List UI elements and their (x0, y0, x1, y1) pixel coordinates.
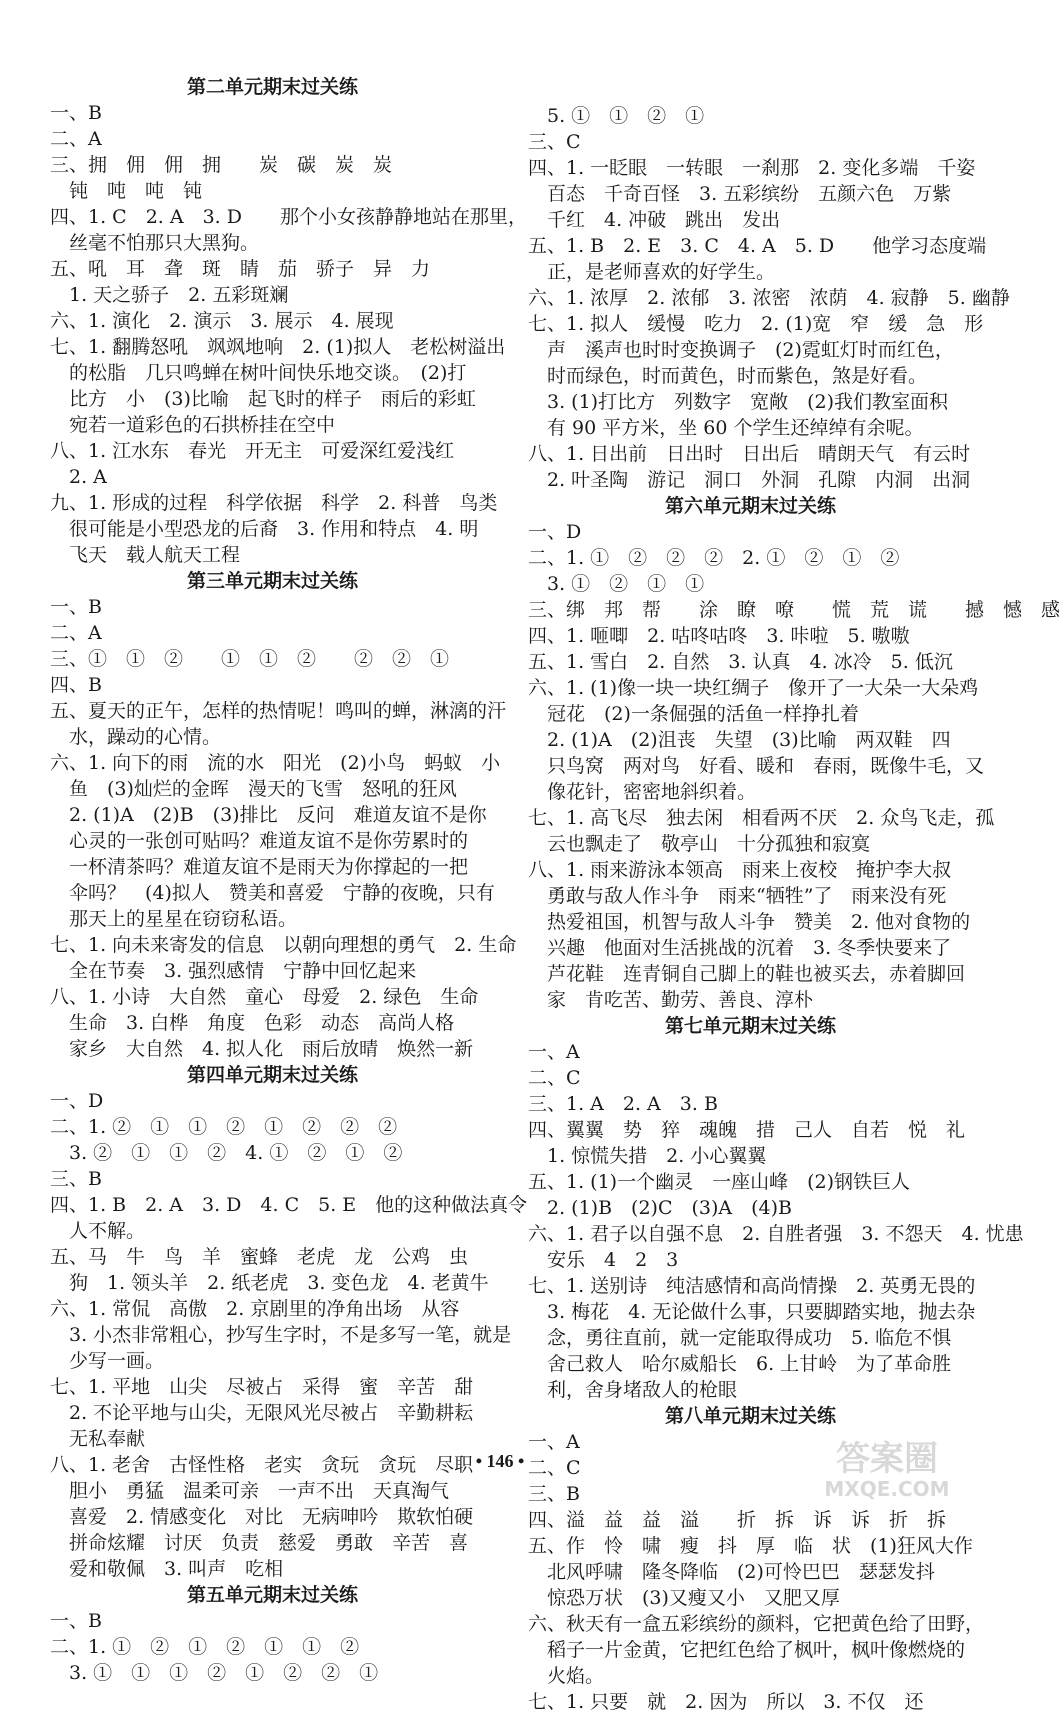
answer-line: 一、B (50, 596, 102, 618)
answer-line: 2. (1)A (2)B (3)排比 反问 难道友谊不是你 (50, 804, 487, 826)
answer-line: 四、1. 咂唧 2. 咕咚咕咚 3. 咔啦 5. 嗷嗷 (528, 625, 910, 647)
answer-line: 五、1. B 2. E 3. C 4. A 5. D 他学习态度端 (528, 235, 987, 257)
answer-line: 胆小 勇猛 温柔可亲 一声不出 天真淘气 (50, 1480, 450, 1502)
answer-line: 像花针，密密地斜织着。 (528, 781, 757, 803)
answer-line: 八、1. 江水东 春光 开无主 可爱深红爱浅红 (50, 440, 455, 462)
answer-line: 七、1. 送别诗 纯洁感情和高尚情操 2. 英勇无畏的 (528, 1275, 976, 1297)
answer-line: 惊恐万状 (3)又瘦又小 又肥又厚 (528, 1587, 840, 1609)
answer-line: 飞天 载人航天工程 (50, 544, 241, 566)
answer-line: 三、拥 佣 佣 拥 炭 碳 炭 炭 (50, 154, 393, 176)
watermark-logo-text: 答案圈 (836, 1439, 938, 1479)
answer-line: 很可能是小型恐龙的后裔 3. 作用和特点 4. 明 (50, 518, 479, 540)
answer-line: 心灵的一张创可贴吗？难道友谊不是你劳累时的 (50, 830, 469, 852)
answer-line: 四、溢 益 益 溢 折 拆 诉 诉 折 拆 (528, 1509, 947, 1531)
section-heading: 第四单元期末过关练 (186, 1064, 358, 1086)
answer-line: 三、绑 邦 帮 涂 瞭 嘹 慌 荒 谎 撼 憾 感 (528, 599, 1060, 621)
answer-line: 六、1. 浓厚 2. 浓郁 3. 浓密 浓荫 4. 寂静 5. 幽静 (528, 287, 1010, 309)
answer-line: 八、1. 小诗 大自然 童心 母爱 2. 绿色 生命 (50, 986, 479, 1008)
answer-line: 兴趣 他面对生活挑战的沉着 3. 冬季快要来了 (528, 937, 952, 959)
answer-line: 四、1. 一眨眼 一转眼 一刹那 2. 变化多端 千姿 (528, 157, 976, 179)
answer-line: 六、1. 君子以自强不息 2. 自胜者强 3. 不怨天 4. 忧患 (528, 1223, 1024, 1245)
section-heading: 第七单元期末过关练 (664, 1015, 836, 1037)
answer-line: 五、1. 雪白 2. 自然 3. 认真 4. 冰冷 5. 低沉 (528, 651, 953, 673)
answer-line: 那天上的星星在窃窃私语。 (50, 908, 298, 930)
answer-line: 一杯清茶吗？难道友谊不是雨天为你撑起的一把 (50, 856, 469, 878)
answer-line: 拼命炫耀 讨厌 负责 慈爱 勇敢 辛苦 喜 (50, 1532, 469, 1554)
answer-line: 家 肯吃苦、勤劳、善良、淳朴 (528, 989, 814, 1011)
answer-line: 北风呼啸 隆冬降临 (2)可怜巴巴 瑟瑟发抖 (528, 1561, 935, 1583)
answer-line: 无私奉献 (50, 1428, 146, 1450)
answer-line: 三、① ① ② ① ① ② ② ② ① (50, 648, 450, 670)
section-heading: 第六单元期末过关练 (664, 495, 836, 517)
answer-line: 勇敢与敌人作斗争 雨来“牺牲”了 雨来没有死 (528, 885, 947, 907)
answer-line: 声 溪声也时时变换调子 (2)霓虹灯时而红色， (528, 339, 954, 361)
answer-line: 2. 不论平地与山尖，无限风光尽被占 辛勤耕耘 (50, 1402, 474, 1424)
answer-line: 稻子一片金黄，它把红色给了枫叶，枫叶像燃烧的 (528, 1639, 966, 1661)
answer-line: 千红 4. 冲破 跳出 发出 (528, 209, 781, 231)
answer-line: 一、B (50, 102, 102, 124)
answer-line: 二、C (528, 1067, 581, 1089)
answer-line: 3. (1)打比方 列数字 宽敞 (2)我们教室面积 (528, 391, 948, 413)
answer-line: 一、B (50, 1610, 102, 1632)
answer-line: 八、1. 老舍 古怪性格 老实 贪玩 贪玩 尽职 (50, 1454, 474, 1476)
answer-line: 五、马 牛 鸟 羊 蜜蜂 老虎 龙 公鸡 虫 (50, 1246, 469, 1268)
answer-line: 六、秋天有一盒五彩缤纷的颜料，它把黄色给了田野， (528, 1613, 985, 1635)
answer-line: 1. 天之骄子 2. 五彩斑斓 (50, 284, 289, 306)
answer-line: 二、A (50, 622, 102, 644)
watermark-logo (792, 1432, 982, 1502)
section-heading: 第五单元期末过关练 (186, 1584, 358, 1606)
answer-line: 二、1. ① ② ① ② ① ① ② (50, 1636, 360, 1658)
answer-line: 爱和敬佩 3. 叫声 吃相 (50, 1558, 284, 1580)
answer-line: 有 90 平方米，坐 60 个学生还绰绰有余呢。 (528, 417, 924, 439)
answer-line: 六、1. 演化 2. 演示 3. 展示 4. 展现 (50, 310, 394, 332)
answer-line: 3. ① ① ① ② ① ② ② ① (50, 1662, 379, 1684)
answer-line: 云也飘走了 敬亭山 十分孤独和寂寞 (528, 833, 871, 855)
answer-line: 一、A (528, 1431, 580, 1453)
answer-line: 七、1. 只要 就 2. 因为 所以 3. 不仅 还 (528, 1691, 924, 1713)
answer-line: 四、翼翼 势 猝 魂魄 措 己人 自若 悦 礼 (528, 1119, 966, 1141)
answer-line: 火焰。 (528, 1665, 605, 1687)
answer-line: 四、1. B 2. A 3. D 4. C 5. E 他的这种做法真令 (50, 1194, 528, 1216)
answer-line: 3. 梅花 4. 无论做什么事，只要脚踏实地，抛去杂 (528, 1301, 976, 1323)
answer-line: 二、1. ① ② ② ② 2. ① ② ① ② (528, 547, 900, 569)
answer-line: 生命 3. 白桦 角度 色彩 动态 高尚人格 (50, 1012, 455, 1034)
answer-line: 比方 小 (3)比喻 起飞时的样子 雨后的彩虹 (50, 388, 476, 410)
answer-line: 2. (1)A (2)沮丧 失望 (3)比喻 两双鞋 四 (528, 729, 951, 751)
answer-line: 六、1. 向下的雨 流的水 阳光 (2)小鸟 蚂蚁 小 (50, 752, 501, 774)
answer-line: 四、B (50, 674, 102, 696)
answer-line: 一、D (528, 521, 582, 543)
answer-line: 宛若一道彩色的石拱桥挂在空中 (50, 414, 336, 436)
answer-line: 5. ① ① ② ① (528, 105, 705, 127)
answer-line: 一、D (50, 1090, 104, 1112)
answer-line: 冠花 (2)一条倔强的活鱼一样挣扎着 (528, 703, 859, 725)
answer-line: 3. ① ② ① ① (528, 573, 705, 595)
answer-line: 三、B (528, 1483, 580, 1505)
answer-line: 百态 千奇百怪 3. 五彩缤纷 五颜六色 万紫 (528, 183, 952, 205)
answer-line: 八、1. 雨来游泳本领高 雨来上夜校 掩护李大叔 (528, 859, 952, 881)
section-heading: 第三单元期末过关练 (186, 570, 358, 592)
answer-line: 三、C (528, 131, 581, 153)
answer-line: 水，躁动的心情。 (50, 726, 222, 748)
answer-line: 只鸟窝 两对鸟 好看、暖和 春雨，既像牛毛，又 (528, 755, 985, 777)
answer-line: 七、1. 平地 山尖 尽被占 采得 蜜 辛苦 甜 (50, 1376, 474, 1398)
answer-line: 人不解。 (50, 1220, 146, 1242)
answer-line: 安乐 4 2 3 (528, 1249, 679, 1271)
answer-line: 钝 吨 吨 钝 (50, 180, 203, 202)
answer-line: 1. 惊慌失措 2. 小心翼翼 (528, 1145, 767, 1167)
answer-line: 七、1. 翻腾怒吼 飒飒地响 2. (1)拟人 老松树溢出 (50, 336, 506, 358)
answer-line: 时而绿色，时而黄色，时而紫色，煞是好看。 (528, 365, 928, 387)
answer-line: 伞吗？ (4)拟人 赞美和喜爱 宁静的夜晚，只有 (50, 882, 495, 904)
answer-line: 3. ② ① ① ② 4. ① ② ① ② (50, 1142, 403, 1164)
answer-line: 热爱祖国，机智与敌人斗争 赞美 2. 他对食物的 (528, 911, 971, 933)
answer-line: 正，是老师喜欢的好学生。 (528, 261, 776, 283)
answer-line: 念，勇往直前，就一定能取得成功 5. 临危不惧 (528, 1327, 952, 1349)
answer-line: 利，舍身堵敌人的枪眼 (528, 1379, 738, 1401)
answer-line: 三、B (50, 1168, 102, 1190)
answer-line: 芦花鞋 连青铜自己脚上的鞋也被买去，赤着脚回 (528, 963, 966, 985)
answer-line: 2. (1)B (2)C (3)A (4)B (528, 1197, 793, 1219)
answer-line: 二、1. ② ① ① ② ① ② ② ② (50, 1116, 398, 1138)
answer-line: 舍己救人 哈尔威船长 6. 上甘岭 为了革命胜 (528, 1353, 952, 1375)
answer-line: 丝毫不怕那只大黑狗。 (50, 232, 260, 254)
answer-line: 二、C (528, 1457, 581, 1479)
answer-line: 少写一画。 (50, 1350, 165, 1372)
answer-line: 喜爱 2. 情感变化 对比 无病呻吟 欺软怕硬 (50, 1506, 474, 1528)
watermark-url: MXQE.COM (824, 1477, 950, 1501)
answer-line: 一、A (528, 1041, 580, 1063)
answer-line: 八、1. 日出前 日出时 日出后 晴朗天气 有云时 (528, 443, 971, 465)
answer-line: 五、吼 耳 聋 斑 睛 茄 骄子 异 力 (50, 258, 431, 280)
answer-line: 七、1. 高飞尽 独去闲 相看两不厌 2. 众鸟飞走，孤 (528, 807, 995, 829)
page-number: • 146 • (475, 1451, 525, 1471)
section-heading: 第二单元期末过关练 (186, 76, 358, 98)
answer-line: 七、1. 拟人 缓慢 吃力 2. (1)宽 窄 缓 急 形 (528, 313, 984, 335)
answer-line: 的松脂 几只鸣蝉在树叶间快乐地交谈。 (2)打 (50, 362, 467, 384)
answer-line: 三、1. A 2. A 3. B (528, 1093, 718, 1115)
answer-line: 3. 小杰非常粗心，抄写生字时，不是多写一笔，就是 (50, 1324, 512, 1346)
answer-line: 2. A (50, 466, 107, 488)
answer-line: 全在节奏 3. 强烈感情 宁静中回忆起来 (50, 960, 417, 982)
answer-line: 鱼 (3)灿烂的金晖 漫天的飞雪 怒吼的狂风 (50, 778, 457, 800)
answer-line: 六、1. 常侃 高傲 2. 京剧里的净角出场 从容 (50, 1298, 460, 1320)
answer-line: 五、作 怜 啸 瘦 抖 厚 临 状 (1)狂风大作 (528, 1535, 973, 1557)
answer-line: 二、A (50, 128, 102, 150)
answer-line: 五、1. (1)一个幽灵 一座山峰 (2)钢铁巨人 (528, 1171, 910, 1193)
answer-line: 狗 1. 领头羊 2. 纸老虎 3. 变色龙 4. 老黄牛 (50, 1272, 489, 1294)
answer-line: 家乡 大自然 4. 拟人化 雨后放晴 焕然一新 (50, 1038, 474, 1060)
answer-line: 五、夏天的正午，怎样的热情呢！鸣叫的蝉，淋漓的汗 (50, 700, 507, 722)
answer-line: 七、1. 向未来寄发的信息 以朝向理想的勇气 2. 生命 (50, 934, 517, 956)
answer-line: 2. 叶圣陶 游记 洞口 外洞 孔隙 内洞 出洞 (528, 469, 971, 491)
answer-line: 四、1. C 2. A 3. D 那个小女孩静静地站在那里， (50, 206, 527, 228)
answer-line: 九、1. 形成的过程 科学依据 科学 2. 科普 鸟类 (50, 492, 498, 514)
answer-line: 六、1. (1)像一块一块红绸子 像开了一大朵一大朵鸡 (528, 677, 979, 699)
section-heading: 第八单元期末过关练 (664, 1405, 836, 1427)
